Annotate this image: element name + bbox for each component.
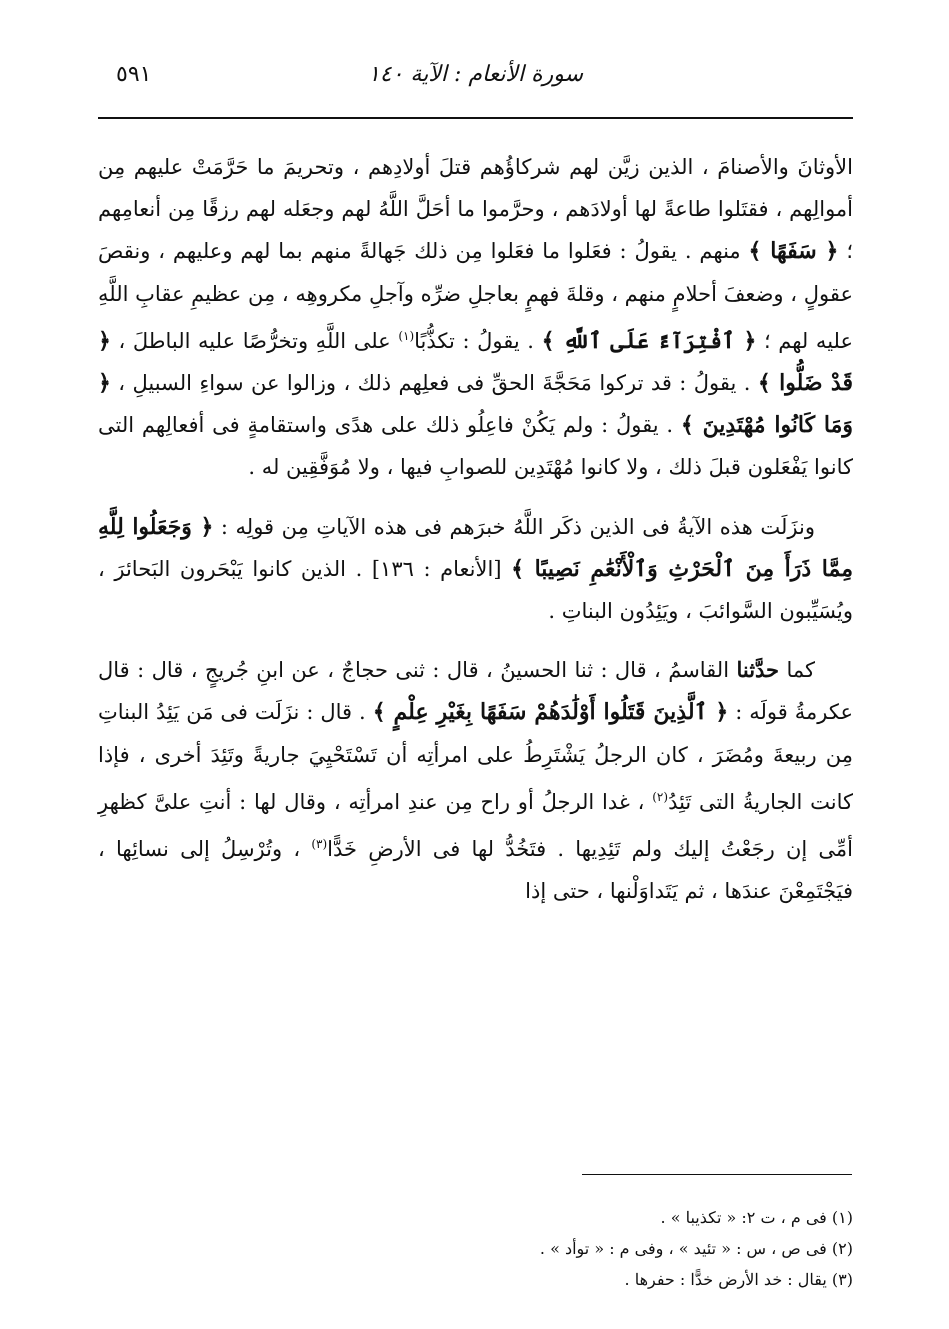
isnad-keyword: حدَّثنا [736, 657, 780, 683]
footnote: (٣) يقال : خد الأرض خدًّا : حفرها . [624, 1270, 853, 1289]
quran-verse: ﴿ سَفَهًا ﴾ [748, 238, 839, 265]
text-segment: على اللَّهِ وتخرُّصًا عليه الباطلَ ، [110, 328, 399, 353]
page-header [98, 62, 853, 114]
text-segment: ، وتُرْسِلُ إلى نسائِها ، فيَجْتَمِعْنَ عندَها ، ثم يَتَداوَلْنها ، حتى إذا [98, 837, 853, 904]
footnote: (١) فى م ، ت ٢: « تكذيبا » . [660, 1208, 853, 1227]
paragraph [98, 506, 853, 633]
text-segment: [الأنعام : ١٣٦] . الذين كانوا يَبْحَرون البَحائرَ ، ويُسَيِّبون السَّوائبَ ، ويَئِدُون البناتِ . [98, 556, 853, 624]
paragraph [98, 146, 853, 489]
footnote-separator [582, 1174, 852, 1175]
quran-verse: ﴿ قَدْ ضَلُّوا ﴾ [98, 327, 853, 397]
footnotes [98, 1202, 853, 1295]
text-segment: الأوثانَ والأصنامَ ، الذين زيَّن لهم شركاؤُهم قتلَ أولادِهم ، وتحريمَ ما حَرَّمَتْ عليهم مِن أموالِهم ، فقتَلوا طاعةً لها أولادَهم ، وحرَّموا ما أحَلَّ اللَّهُ لهم وجعَله لهم رزقًا مِن أنعامِهم ؛ [98, 155, 853, 264]
text-segment: القاسمُ ، قال : ثنا الحسينُ ، قال : ثنى حجاجٌ ، عن ابنِ جُريجٍ ، قال : قال عكرمةُ قولَه : [98, 658, 853, 725]
page-number: ٥٩١ [116, 62, 152, 87]
header-rule [98, 117, 853, 119]
text-segment: . يقولُ : ولم يَكُنْ فاعِلُو ذلك على هدًى واستقامةٍ فى أفعالِهم التى كانوا يَفْعَلون قبلَ ذلك ، ولا كانوا مُهْتَدِين للصوابِ فيها ، ولا مُوَفَّقِين له . [98, 413, 853, 480]
running-title: سورة الأنعام : الآية ١٤٠ [367, 62, 584, 87]
quran-verse: ﴿ ٱفْتِرَآءً عَلَى ٱللَّهِ ﴾ [541, 327, 757, 354]
quran-verse: ﴿ ٱلَّذِينَ قَتَلُوا أَوْلَٰدَهُمْ سَفَهًا بِغَيْرِ عِلْمٍ ﴾ [372, 699, 729, 726]
main-text [98, 146, 853, 912]
quran-verse: ﴿ وَمَا كَانُوا مُهْتَدِينَ ﴾ [98, 370, 853, 439]
text-segment: منهم . يقولُ : فعَلوا ما فعَلوا مِن ذلك جَهالةً منهم بما لهم وعليهم ، ونقصَ عقولٍ ، وضعفَ أحلامٍ منهم ، وقلةَ فهمٍ بعاجلِ ضرِّه وآجلِ مكروهِه ، مِن عظيمِ عقابِ اللَّهِ عليه لهم ؛ [98, 239, 854, 353]
text-segment: . قال : نزَلَت فى مَن يَئِدُ البناتِ مِن ربيعةَ ومُضَرَ ، كان الرجلُ يَشْتَرِطُ على امرأتِه أن تَسْتَحْيِيَ جاريةً وتَئِدَ أخرى ، فإذا كانت الجاريةُ التى تَئِدُ [98, 700, 853, 814]
footnote-marker: (١) [398, 328, 415, 343]
footnote: (٢) فى ص ، س : « تئيد » ، وفى م : « توأد » . [539, 1239, 853, 1258]
text-segment: كما [779, 658, 815, 683]
footnote-marker: (٢) [652, 789, 669, 804]
quran-verse: ﴿ وَجَعَلُوا لِلَّهِ مِمَّا ذَرَأَ مِنَ ٱلْحَرْثِ وَٱلْأَنْعَٰمِ نَصِيبًا ﴾ [98, 513, 853, 582]
text-segment: ، غدا الرجلُ أو راح مِن عندِ امرأتِه ، وقال لها : أنتِ علىَّ كظهرِ أمِّى إن رجَعْتُ إليك ولم تَئِدِيها . فتَخُدُّ لها فى الأرضِ خَدًّا [98, 789, 853, 862]
text-segment: . يقولُ : قد تركوا مَحَجَّةَ الحقِّ فى فعلِهم ذلك ، وزالوا عن سواءِ السبيلِ ، [110, 371, 758, 396]
paragraph [98, 649, 853, 912]
footnote-marker: (٣) [311, 837, 328, 852]
text-segment: ونزَلَت هذه الآيةُ فى الذين ذكَر اللَّهُ خبرَهم فى هذه الآياتِ مِن قولِه : [213, 514, 816, 539]
text-segment: . يقولُ : تكذُّبًا [414, 328, 542, 353]
